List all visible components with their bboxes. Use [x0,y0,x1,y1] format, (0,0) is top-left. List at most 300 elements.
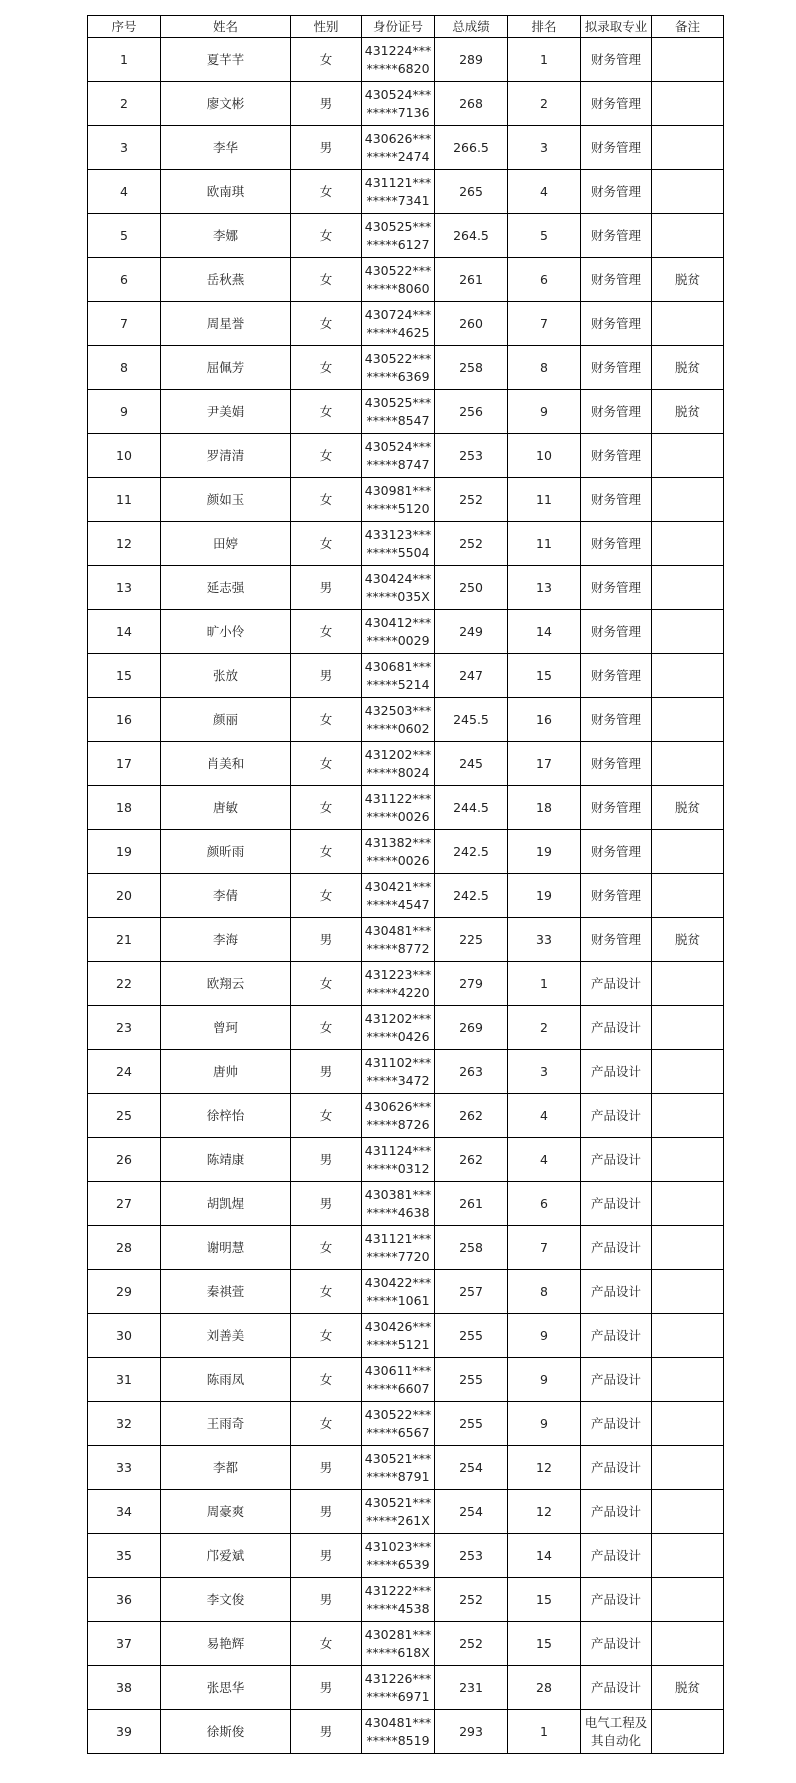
id-line-2: *****6369 [366,368,430,384]
col-header-major: 拟录取专业 [581,16,652,38]
id-line-1: 430381*** [364,1186,432,1202]
cell-rank: 2 [508,1006,581,1050]
col-header-rank: 排名 [508,16,581,38]
cell-major [581,390,652,434]
cell-gender: 男 [291,1138,362,1182]
id-line-1: 430524*** [364,86,432,102]
table-row [88,434,724,478]
cell-note [652,566,724,610]
cell-gender: 女 [291,214,362,258]
cell-name: 陈雨凤 [161,1358,291,1402]
id-line-2: *****6820 [366,60,430,76]
cell-id [362,214,435,258]
id-line-1: 430281*** [364,1626,432,1642]
cell-id [362,82,435,126]
cell-name: 陈靖康 [161,1138,291,1182]
table-row [88,1402,724,1446]
cell-rank: 19 [508,830,581,874]
cell-id [362,522,435,566]
cell-score: 255 [435,1314,508,1358]
table-row [88,1358,724,1402]
table-row [88,1094,724,1138]
cell-score: 289 [435,38,508,82]
cell-no: 3 [88,126,161,170]
id-line-2: *****4538 [366,1600,430,1616]
cell-name: 颜如玉 [161,478,291,522]
cell-note [652,1138,724,1182]
id-line-2: *****6971 [366,1688,430,1704]
major-line-1: 财务管理 [590,667,641,683]
major-line-1: 财务管理 [590,315,641,331]
cell-name: 王雨奇 [161,1402,291,1446]
id-line-1: 431222*** [364,1582,432,1598]
major-line-1: 产品设计 [590,1063,641,1079]
cell-score: 257 [435,1270,508,1314]
id-line-1: 430522*** [364,350,432,366]
cell-name: 廖文彬 [161,82,291,126]
cell-gender: 男 [291,1710,362,1754]
cell-id [362,1138,435,1182]
id-line-2: *****5121 [366,1336,430,1352]
cell-note: 脱贫 [652,258,724,302]
cell-rank: 15 [508,1622,581,1666]
cell-score: 258 [435,1226,508,1270]
cell-score: 279 [435,962,508,1006]
cell-name: 屈佩芳 [161,346,291,390]
major-line-1: 产品设计 [590,1591,641,1607]
table-row [88,1578,724,1622]
cell-name: 邝爱斌 [161,1534,291,1578]
cell-no: 20 [88,874,161,918]
cell-name: 肖美和 [161,742,291,786]
table-row [88,258,724,302]
cell-gender: 女 [291,610,362,654]
cell-no: 8 [88,346,161,390]
cell-score: 252 [435,1578,508,1622]
cell-name: 秦祺萱 [161,1270,291,1314]
table-row [88,830,724,874]
cell-note: 脱贫 [652,1666,724,1710]
cell-gender: 女 [291,1622,362,1666]
major-line-1: 财务管理 [590,711,641,727]
cell-id [362,1358,435,1402]
cell-major [581,1138,652,1182]
cell-name: 夏芊芊 [161,38,291,82]
table-row [88,1050,724,1094]
id-line-1: 431223*** [364,966,432,982]
major-line-1: 财务管理 [590,799,641,815]
cell-note: 脱贫 [652,390,724,434]
cell-name: 徐梓怡 [161,1094,291,1138]
cell-score: 268 [435,82,508,126]
table-row [88,1490,724,1534]
major-line-1: 财务管理 [590,139,641,155]
major-line-1: 产品设计 [590,1635,641,1651]
cell-id [362,434,435,478]
cell-score: 254 [435,1446,508,1490]
cell-rank: 3 [508,1050,581,1094]
cell-rank: 9 [508,1402,581,1446]
cell-note [652,38,724,82]
cell-score: 225 [435,918,508,962]
cell-gender: 女 [291,1270,362,1314]
table-row [88,786,724,830]
cell-gender: 女 [291,786,362,830]
id-line-2: *****4638 [366,1204,430,1220]
major-line-1: 电气工程及 [584,1714,648,1730]
table-row [88,170,724,214]
cell-major [581,918,652,962]
col-header-score: 总成绩 [435,16,508,38]
cell-id [362,742,435,786]
table-row [88,1534,724,1578]
table-row [88,1622,724,1666]
cell-note [652,1182,724,1226]
id-line-2: *****8519 [366,1732,430,1748]
cell-major [581,170,652,214]
cell-score: 249 [435,610,508,654]
cell-gender: 女 [291,170,362,214]
cell-major [581,478,652,522]
id-line-2: *****7720 [366,1248,430,1264]
cell-note [652,126,724,170]
id-line-1: 430424*** [364,570,432,586]
cell-gender: 女 [291,302,362,346]
cell-name: 胡凯煋 [161,1182,291,1226]
cell-gender: 女 [291,830,362,874]
major-line-1: 产品设计 [590,1327,641,1343]
cell-no: 15 [88,654,161,698]
table-row [88,82,724,126]
cell-gender: 男 [291,654,362,698]
major-line-1: 产品设计 [590,1459,641,1475]
id-line-2: *****0602 [366,720,430,736]
major-line-1: 财务管理 [590,271,641,287]
cell-note [652,214,724,258]
cell-rank: 19 [508,874,581,918]
major-line-1: 财务管理 [590,931,641,947]
cell-score: 253 [435,434,508,478]
major-line-1: 产品设计 [590,1107,641,1123]
cell-rank: 4 [508,1138,581,1182]
cell-rank: 3 [508,126,581,170]
cell-major [581,346,652,390]
cell-major [581,610,652,654]
cell-gender: 男 [291,1446,362,1490]
cell-id [362,654,435,698]
cell-id [362,1270,435,1314]
id-line-1: 430422*** [364,1274,432,1290]
cell-major [581,1182,652,1226]
id-line-1: 430524*** [364,438,432,454]
cell-score: 262 [435,1138,508,1182]
cell-note [652,1622,724,1666]
cell-gender: 男 [291,1490,362,1534]
cell-gender: 女 [291,346,362,390]
cell-note [652,1226,724,1270]
cell-note [652,1358,724,1402]
cell-id [362,126,435,170]
cell-id [362,390,435,434]
cell-id [362,1094,435,1138]
cell-gender: 女 [291,38,362,82]
id-line-1: 431202*** [364,746,432,762]
major-line-1: 财务管理 [590,403,641,419]
cell-no: 7 [88,302,161,346]
cell-name: 李倩 [161,874,291,918]
cell-no: 2 [88,82,161,126]
cell-no: 26 [88,1138,161,1182]
cell-gender: 女 [291,1402,362,1446]
cell-no: 23 [88,1006,161,1050]
table-row [88,1138,724,1182]
major-line-1: 财务管理 [590,359,641,375]
cell-name: 欧南琪 [161,170,291,214]
id-line-2: *****5120 [366,500,430,516]
cell-rank: 12 [508,1490,581,1534]
cell-no: 28 [88,1226,161,1270]
cell-major [581,1314,652,1358]
id-line-1: 431122*** [364,790,432,806]
cell-score: 255 [435,1358,508,1402]
id-line-1: 430681*** [364,658,432,674]
id-line-1: 431382*** [364,834,432,850]
cell-id [362,1534,435,1578]
table-row [88,302,724,346]
cell-name: 李娜 [161,214,291,258]
cell-name: 张思华 [161,1666,291,1710]
table-body [88,38,724,1754]
cell-major [581,82,652,126]
id-line-2: *****8547 [366,412,430,428]
cell-id [362,1446,435,1490]
cell-id [362,346,435,390]
id-line-2: *****7341 [366,192,430,208]
cell-gender: 女 [291,390,362,434]
major-line-1: 产品设计 [590,1371,641,1387]
cell-name: 张放 [161,654,291,698]
cell-id [362,610,435,654]
cell-name: 田婷 [161,522,291,566]
col-header-name: 姓名 [161,16,291,38]
cell-id [362,38,435,82]
col-header-note: 备注 [652,16,724,38]
cell-note: 脱贫 [652,786,724,830]
cell-name: 岳秋燕 [161,258,291,302]
cell-score: 253 [435,1534,508,1578]
cell-major [581,258,652,302]
cell-no: 13 [88,566,161,610]
id-line-2: *****6127 [366,236,430,252]
cell-rank: 4 [508,170,581,214]
cell-id [362,1622,435,1666]
id-line-1: 430525*** [364,218,432,234]
major-line-1: 财务管理 [590,887,641,903]
id-line-1: 430626*** [364,1098,432,1114]
table-row [88,1226,724,1270]
cell-name: 颜丽 [161,698,291,742]
cell-major [581,302,652,346]
id-line-1: 430412*** [364,614,432,630]
cell-score: 262 [435,1094,508,1138]
table-row [88,1446,724,1490]
cell-score: 258 [435,346,508,390]
table-row [88,918,724,962]
cell-major [581,1710,652,1754]
cell-gender: 女 [291,874,362,918]
cell-no: 27 [88,1182,161,1226]
id-line-1: 430724*** [364,306,432,322]
cell-name: 曾珂 [161,1006,291,1050]
cell-gender: 男 [291,918,362,962]
cell-rank: 16 [508,698,581,742]
table-row [88,698,724,742]
col-header-gender: 性别 [291,16,362,38]
cell-no: 25 [88,1094,161,1138]
cell-id [362,1710,435,1754]
cell-name: 尹美娟 [161,390,291,434]
table-row [88,38,724,82]
cell-rank: 1 [508,38,581,82]
table-row [88,126,724,170]
major-line-1: 产品设计 [590,1547,641,1563]
cell-gender: 女 [291,478,362,522]
id-line-1: 430426*** [364,1318,432,1334]
id-line-2: *****2474 [366,148,430,164]
cell-name: 周豪爽 [161,1490,291,1534]
cell-rank: 1 [508,962,581,1006]
major-line-1: 产品设计 [590,1283,641,1299]
cell-name: 李文俊 [161,1578,291,1622]
cell-no: 39 [88,1710,161,1754]
cell-rank: 10 [508,434,581,478]
cell-major [581,1534,652,1578]
cell-score: 266.5 [435,126,508,170]
cell-no: 11 [88,478,161,522]
cell-rank: 14 [508,610,581,654]
cell-no: 5 [88,214,161,258]
cell-major [581,654,652,698]
cell-note [652,170,724,214]
id-line-2: *****8791 [366,1468,430,1484]
cell-id [362,786,435,830]
cell-major [581,1622,652,1666]
cell-gender: 男 [291,1534,362,1578]
cell-gender: 男 [291,82,362,126]
cell-note [652,962,724,1006]
id-line-1: 431023*** [364,1538,432,1554]
cell-major [581,1270,652,1314]
cell-major [581,874,652,918]
cell-score: 242.5 [435,874,508,918]
cell-note [652,830,724,874]
major-line-1: 财务管理 [590,843,641,859]
id-line-1: 430521*** [364,1494,432,1510]
id-line-2: *****0026 [366,808,430,824]
cell-note [652,478,724,522]
id-line-2: *****7136 [366,104,430,120]
major-line-1: 财务管理 [590,95,641,111]
cell-rank: 6 [508,1182,581,1226]
table-row [88,654,724,698]
table-row [88,390,724,434]
cell-major [581,742,652,786]
major-line-1: 产品设计 [590,1679,641,1695]
id-line-1: 431226*** [364,1670,432,1686]
cell-rank: 4 [508,1094,581,1138]
cell-rank: 28 [508,1666,581,1710]
id-line-1: 430421*** [364,878,432,894]
cell-no: 31 [88,1358,161,1402]
admission-table [87,15,724,1754]
cell-name: 延志强 [161,566,291,610]
cell-no: 38 [88,1666,161,1710]
cell-note [652,522,724,566]
cell-score: 264.5 [435,214,508,258]
table-row [88,1270,724,1314]
cell-rank: 9 [508,1358,581,1402]
id-line-2: *****0426 [366,1028,430,1044]
cell-rank: 2 [508,82,581,126]
cell-gender: 女 [291,698,362,742]
cell-rank: 11 [508,478,581,522]
cell-note [652,82,724,126]
cell-no: 21 [88,918,161,962]
id-line-1: 430522*** [364,1406,432,1422]
major-line-1: 产品设计 [590,1151,641,1167]
header-row [88,16,724,38]
cell-note: 脱贫 [652,346,724,390]
cell-major [581,214,652,258]
cell-no: 14 [88,610,161,654]
cell-no: 29 [88,1270,161,1314]
cell-major [581,38,652,82]
table-row [88,962,724,1006]
col-header-id: 身份证号 [362,16,435,38]
cell-gender: 女 [291,434,362,478]
id-line-1: 431224*** [364,42,432,58]
cell-id [362,1182,435,1226]
id-line-2: *****8024 [366,764,430,780]
cell-id [362,566,435,610]
cell-major [581,1094,652,1138]
cell-id [362,1490,435,1534]
cell-no: 4 [88,170,161,214]
cell-gender: 女 [291,1006,362,1050]
cell-gender: 女 [291,962,362,1006]
cell-note [652,874,724,918]
cell-id [362,1050,435,1094]
cell-no: 18 [88,786,161,830]
cell-score: 252 [435,522,508,566]
cell-name: 谢明慧 [161,1226,291,1270]
table-row [88,1182,724,1226]
cell-rank: 7 [508,302,581,346]
cell-score: 244.5 [435,786,508,830]
table-row [88,522,724,566]
id-line-2: *****5214 [366,676,430,692]
table-row [88,1006,724,1050]
id-line-1: 431202*** [364,1010,432,1026]
cell-score: 231 [435,1666,508,1710]
cell-gender: 女 [291,522,362,566]
id-line-2: *****6607 [366,1380,430,1396]
cell-id [362,1578,435,1622]
cell-no: 30 [88,1314,161,1358]
cell-gender: 女 [291,1226,362,1270]
id-line-1: 433123*** [364,526,432,542]
major-line-1: 产品设计 [590,975,641,991]
